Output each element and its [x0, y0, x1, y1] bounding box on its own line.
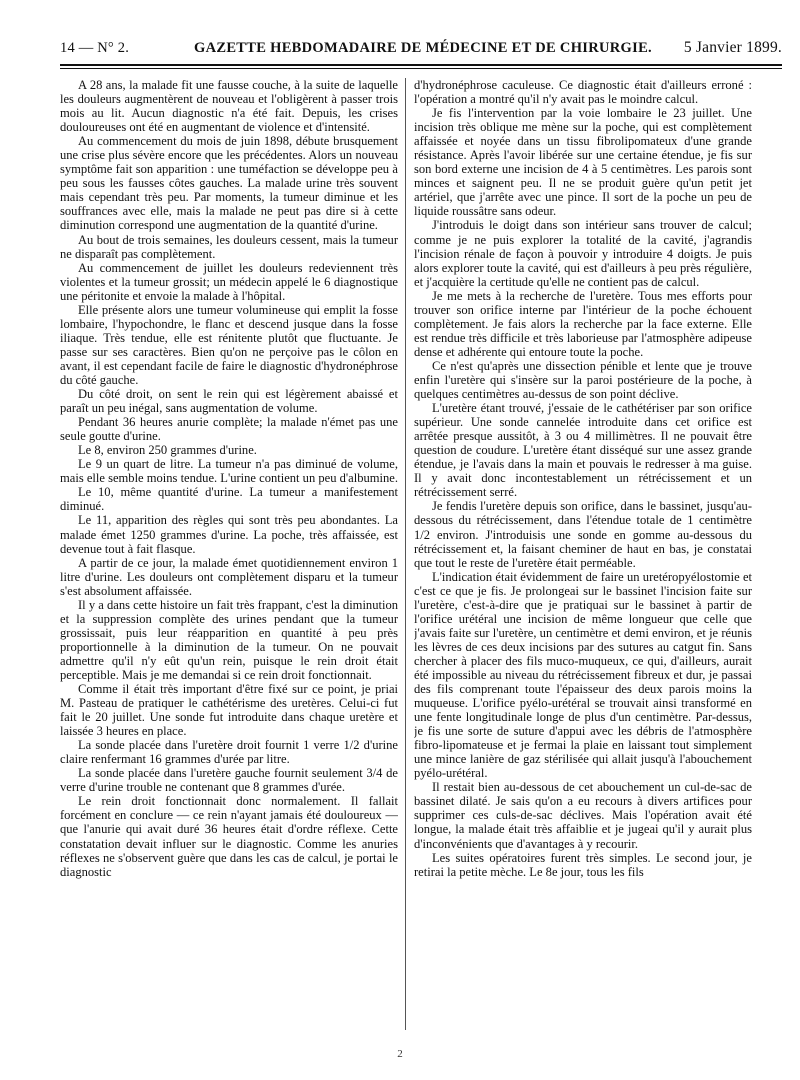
page-label: 14 — N° 2.: [60, 40, 130, 56]
paragraph: Le rein droit fonctionnait donc normalement. Il fallait forcément en conclure — ce rein n'ayant jamais été douloureux — que l'anurie qui avait duré 36 heures était d'ordre réflexe. Cette constatation devait influer sur le diagnostic. Comme les anuries réflexes ne s'observent guère que dans les cas de calcul, je portai le diagnostic: [60, 794, 398, 879]
paragraph: Le 9 un quart de litre. La tumeur n'a pas diminué de volume, mais elle semble moins tendue. L'urine contient un peu d'albumine.: [60, 457, 398, 486]
paragraph: Comme il était très important d'être fixé sur ce point, je priai M. Pasteau de pratiquer le cathétérisme des uretères. Celui-ci fut fait le 20 juillet. Une sonde fut introduite dans chaque uretère et laissée 3 heures en place.: [60, 682, 398, 739]
header-rule: [60, 64, 782, 66]
paragraph: Je me mets à la recherche de l'uretère. Tous mes efforts pour trouver son orifice interne par l'intérieur de la poche échouent complètement. Je fais alors la recherche par la face externe. Elle est rendue très difficile et très laborieuse par l'atmosphère adipeuse dense et adhérente qui entoure toute la poche.: [414, 288, 752, 359]
paragraph: Au commencement de juillet les douleurs redeviennent très violentes et la tumeur grossit; un médecin appelé le 6 diagnostique une péritonite et envoie la malade à l'hôpital.: [60, 260, 398, 303]
paragraph: Ce n'est qu'après une dissection pénible et lente que je trouve enfin l'uretère qui s'insère sur la paroi postérieure de la poche, à quelques centimètres au-dessus de son point déclive.: [414, 358, 752, 402]
paragraph: Le 11, apparition des règles qui sont très peu abondantes. La malade émet 1250 grammes d'urine. La poche, très affaissée, est devenue tout à fait flasque.: [60, 513, 398, 556]
column-separator: [405, 78, 406, 1030]
page-number: 2: [397, 1048, 403, 1060]
paragraph: Je fis l'intervention par la voie lombaire le 23 juillet. Une incision très oblique me mène sur la poche, qui est complètement affaissée et noyée dans un tissu fibrolipomateux d'une grande résistance. Après l'avoir libérée sur une certaine étendue, je fis sur son bord externe une incision de 4 à 5 centimètres. Les parois sont minces et saignent peu. Il ne se produit guère qu'un petit jet artériel, que j'arrête avec une pince. Il sort de la poche un peu de liquide roussâtre sans odeur.: [414, 106, 752, 219]
paragraph: Il restait bien au-dessous de cet abouchement un cul-de-sac de bassinet dilaté. Je sais qu'on a eu recours à divers artifices pour supprimer ces culs-de-sac déclives. Mais l'opération avait été longue, la malade était très affaiblie et je jugeai qu'il y aurait plus d'inconvénients que d'avantages à y recourir.: [414, 780, 752, 851]
paragraph: Du côté droit, on sent le rein qui est légèrement abaissé et paraît un peu inégal, sans augmentation de volume.: [60, 387, 398, 416]
running-header: [60, 36, 782, 60]
paragraph: Elle présente alors une tumeur volumineuse qui emplit la fosse lombaire, l'hypochondre, le flanc et descend jusque dans la fosse iliaque. Très tendue, elle est rénitente plutôt que fluctuante. Je passe sur ses caractères. Bien qu'on ne perçoive pas le côlon en avant, il est cependant facile de faire le diagnostic d'hydronéphrose du côté gauche.: [60, 302, 398, 387]
paragraph: Les suites opératoires furent très simples. Le second jour, je retirai la petite mèche. Le 8e jour, tous les fils: [414, 850, 752, 879]
paragraph: L'indication était évidemment de faire un uretéropyélostomie et c'est ce que je fis. Je prolongeai sur le bassinet l'incision faite sur l'uretère, c'est-à-dire que je pratiquai sur le bassinet à partir de l'orifice urétéral une incision de même longueur que celle que j'avais faite sur l'uretère, un centimètre et demi environ, et je réunis les lèvres de ces deux incisions par des sutures au catgut fin. Sans chercher à placer des fils muco-muqueux, ce qui, d'ailleurs, aurait été impossible au niveau du rétrécissement fibreux et dur, je passai des fils comprenant toute l'épaisseur des deux parois moins la muqueuse. L'orifice pyélo-urétéral se trouvait ainsi transformé en une fente longitudinale longe de plus d'un centimètre. Par-dessus, je fis une sorte de suture d'appui avec les débris de l'atmosphère fibro-lipomateuse et je fermai la plaie en laissant tout simplement une mince lanière de gaz stérilisée qui allait jusqu'à l'abouchement pyélo-urétéral.: [414, 569, 752, 781]
paragraph: J'introduis le doigt dans son intérieur sans trouver de calcul; comme je ne puis explorer la totalité de la cavité, j'agrandis l'incision rénale de façon à pouvoir y introduire 4 doigts. Je puis alors explorer toute la cavité, qui est d'ailleurs à peu près régulière, et j'acquière la certitude qu'elle ne contient pas de calcul.: [414, 218, 752, 289]
paragraph: Au commencement du mois de juin 1898, débute brusquement une crise plus sévère encore que les précédentes. Alors un nouveau symptôme fait son apparition : une tuméfaction se développe peu à peu sous les fausses côtes gauches. La malade urine très souvent mais cependant très peu. Par moments, la tumeur diminue et les souffrances avec elle, mais la malade ne peut pas dire si à cette diminution correspond une augmentation de la quantité d'urine.: [60, 134, 398, 233]
paragraph: A 28 ans, la malade fit une fausse couche, à la suite de laquelle les douleurs augmentèrent de nouveau et l'obligèrent à passer trois mois au lit. Aucun diagnostic n'a été fait. Depuis, les crises douloureuses ont été en augmentant de violence et d'intensité.: [60, 78, 398, 135]
paragraph: Il y a dans cette histoire un fait très frappant, c'est la diminution et la suppression complète des urines pendant que la tumeur grossissait, puis leur réapparition en quantité à peu près proportionnelle à la diminution de la tumeur. On ne pouvait admettre qu'il n'y eût qu'un rein, puisque le rein droit était perceptible. Mais je me demandai si ce rein droit fonctionnait.: [60, 597, 398, 682]
paragraph: La sonde placée dans l'uretère droit fournit 1 verre 1/2 d'urine claire renfermant 16 grammes d'urée par litre.: [60, 738, 398, 767]
paragraph: Je fendis l'uretère depuis son orifice, dans le bassinet, jusqu'au-dessous du rétrécissement, dans l'étendue totale de 1 centimètre 1/2 environ. J'introduisis une sonde en gomme au-dessous du rétrécissement et, la faisant cheminer de haut en bas, je constatai que tout le reste de l'uretère était perméable.: [414, 499, 752, 570]
paragraph: Pendant 36 heures anurie complète; la malade n'émet pas une seule goutte d'urine.: [60, 415, 398, 444]
paragraph: Le 8, environ 250 grammes d'urine.: [78, 443, 257, 458]
paragraph: A partir de ce jour, la malade émet quotidiennement environ 1 litre d'urine. Les douleurs ont complètement disparu et la tumeur s'est absolument affaissée.: [60, 555, 398, 598]
issue-date: 5 Janvier 1899.: [683, 39, 782, 56]
right-column: [414, 78, 752, 1033]
paragraph: Le 10, même quantité d'urine. La tumeur a manifestement diminué.: [60, 485, 398, 514]
left-column: [60, 78, 398, 1033]
paragraph: L'uretère étant trouvé, j'essaie de le cathétériser par son orifice supérieur. Une sonde cannelée introduite dans cet orifice est arrêtée presque aussitôt, à 3 ou 4 millimètres. Il ne pouvait être question de coudure. L'uretère étant disséqué sur une assez grande étendue, je l'avais dans la main et pouvais le redresser à ma guise. Il y avait donc incontestablement un rétrécissement et un rétrécissement serré.: [414, 401, 752, 500]
header-rule-thin: [60, 68, 782, 69]
paragraph: d'hydronéphrose caculeuse. Ce diagnostic était d'ailleurs erroné : l'opération a montré qu'il n'y avait pas le moindre calcul.: [414, 78, 752, 107]
journal-title: GAZETTE HEBDOMADAIRE DE MÉDECINE ET DE CHIRURGIE.: [194, 40, 652, 56]
paragraph: Au bout de trois semaines, les douleurs cessent, mais la tumeur ne disparaît pas complètement.: [60, 232, 398, 261]
paragraph: La sonde placée dans l'uretère gauche fournit seulement 3/4 de verre d'urine trouble ne contenant que 8 grammes d'urée.: [60, 766, 398, 795]
